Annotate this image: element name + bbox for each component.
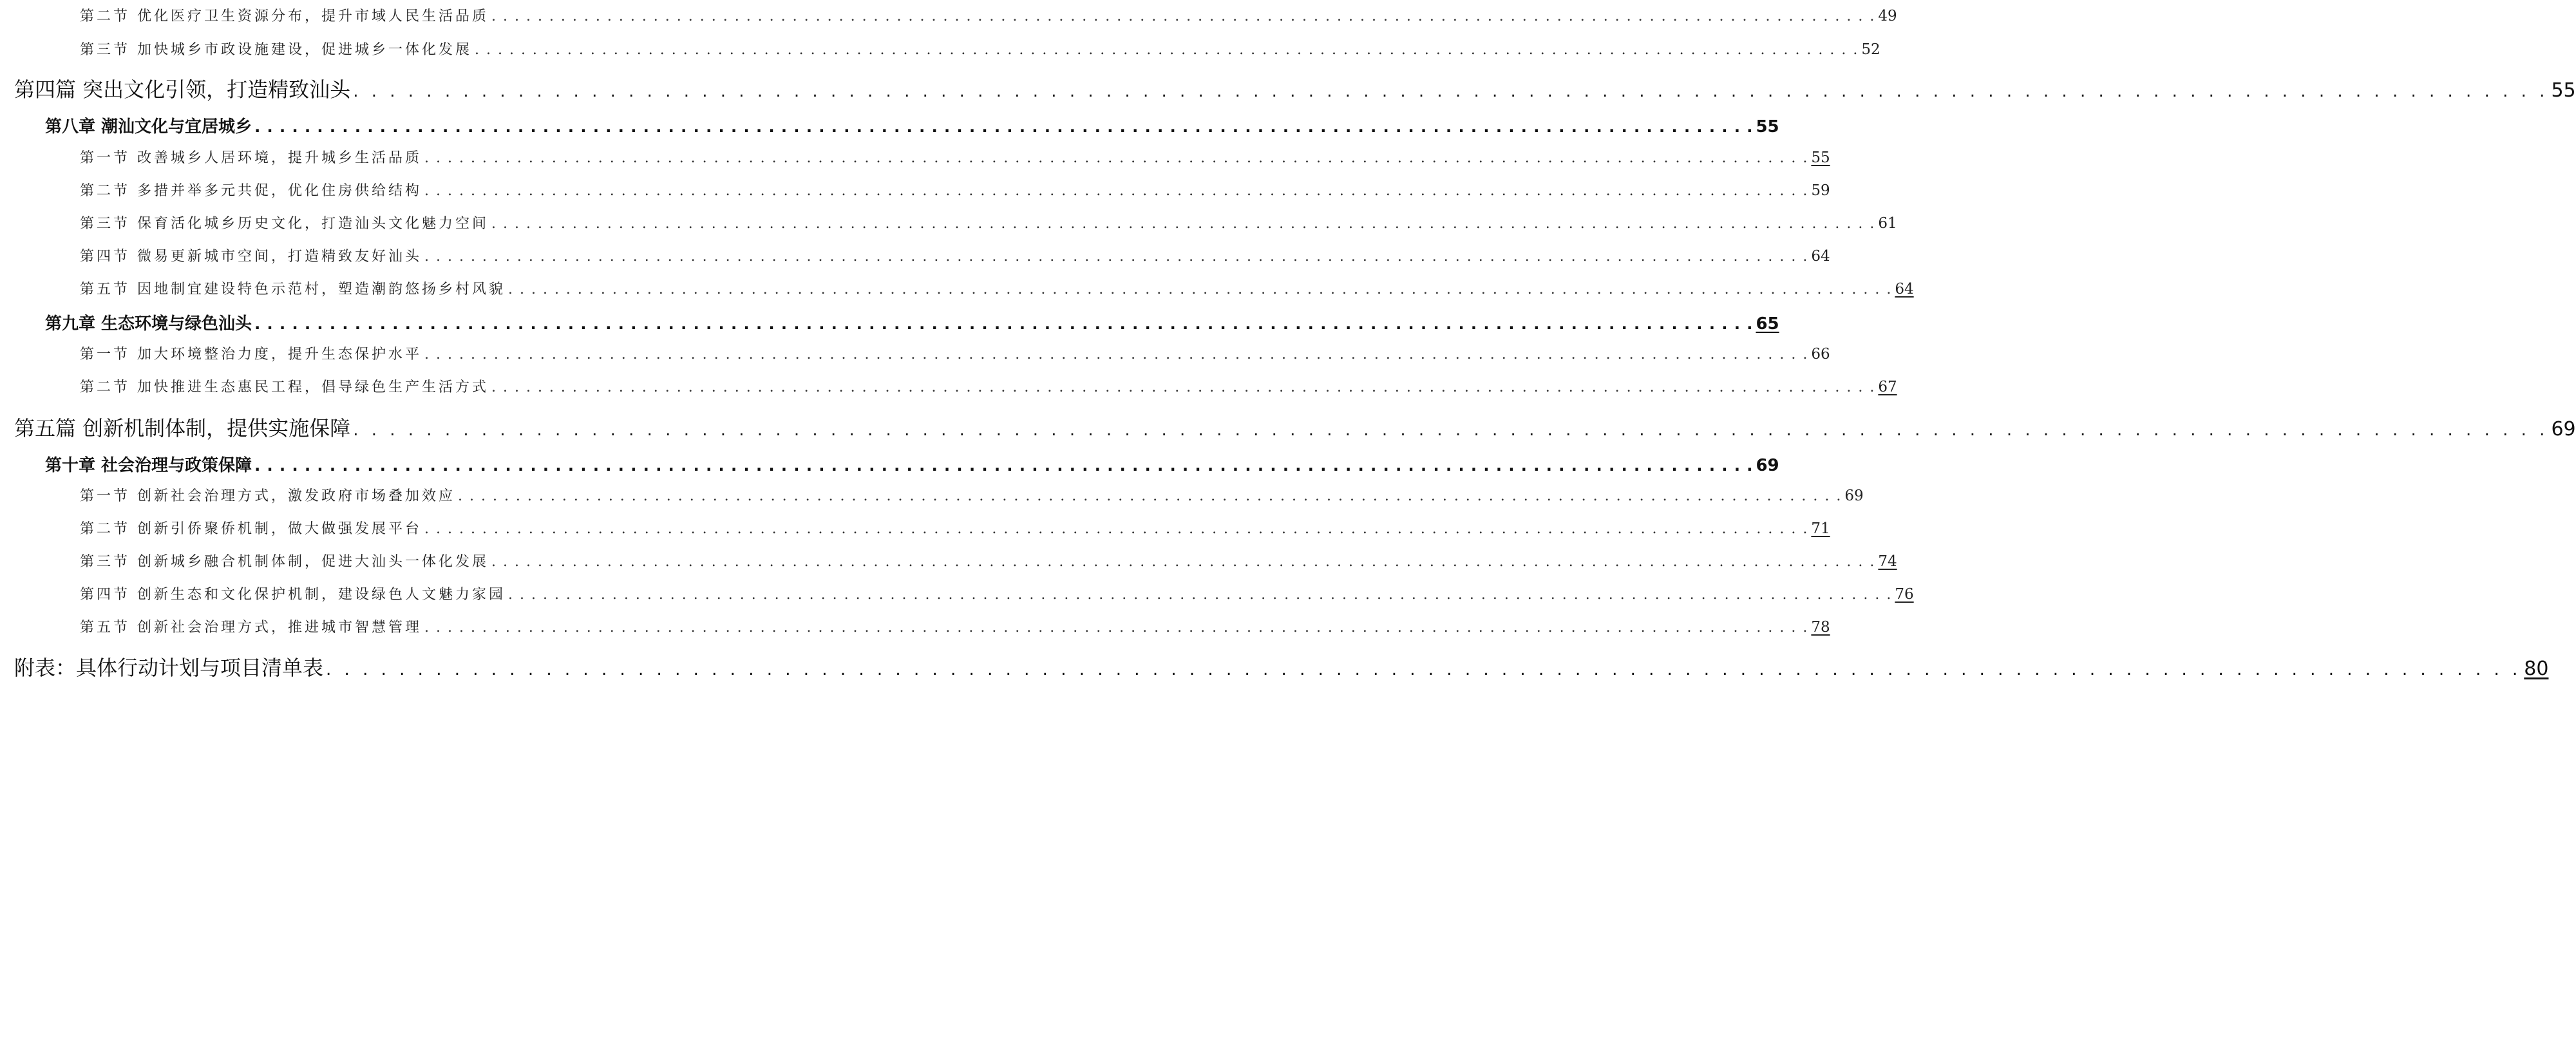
toc-entry-section[interactable] — [0, 376, 1897, 396]
toc-entry-title: 第五篇 创新机制体制，提供实施保障 — [14, 416, 351, 440]
toc-entry-title: 第二节 优化医疗卫生资源分布，提升市域人民生活品质 — [80, 8, 489, 24]
toc-entry-title: 第三节 保育活化城乡历史文化，打造汕头文化魅力空间 — [80, 216, 489, 232]
toc-entry-title: 第八章 潮汕文化与宜居城乡 — [45, 117, 252, 137]
dot-leader: . . . . . . . . . . . . . . . . . . . . . . . . . . . . . . . . . . . . . . . . . . . . . . . . . . . . . . . . . . . . . . . . . . . . . . . . . . . . . . . . . . . . . . . . . . . . . . . . . . . . . . . . . . . . . . . . . . . . . . . . — [353, 421, 2549, 440]
toc-entry-page-number[interactable]: 76 — [1895, 586, 1914, 603]
toc-entry-title: 附表：具体行动计划与项目清单表 — [14, 656, 324, 680]
dot-leader: . . . . . . . . . . . . . . . . . . . . . . . . . . . . . . . . . . . . . . . . . . . . . . . . . . . . . . . . . . . . . . . . . . . . . . . . . . . . . . . . . . . . . . . . . . . . . . . . . . . . . . . . . . . . . . . . . . . . . . . . — [508, 281, 1893, 298]
dot-leader: . . . . . . . . . . . . . . . . . . . . . . . . . . . . . . . . . . . . . . . . . . . . . . . . . . . . . . . . . . . . . . . . . . . . . . . . . . . . . . . . . . . . . . . . . . . . . . . . . . . . . . . . . . . . . . . . . . . . . . . . — [424, 150, 1809, 166]
toc-entry-section[interactable] — [0, 147, 1830, 167]
toc-entry-page-number[interactable]: 64 — [1895, 281, 1914, 298]
dot-leader: . . . . . . . . . . . . . . . . . . . . . . . . . . . . . . . . . . . . . . . . . . . . . . . . . . . . . . . . . . . . . . . . . . . . . . . . . . . . . . . . . . . . . . . . . . . . . . . . . . . . . . . . . . . . . . . . . . . . . . . . — [254, 315, 1754, 333]
toc-entry-section[interactable] — [0, 245, 1830, 265]
toc-entry-page-number[interactable]: 61 — [1878, 215, 1897, 232]
toc-entry-title: 第九章 生态环境与绿色汕头 — [45, 314, 252, 334]
dot-leader: . . . . . . . . . . . . . . . . . . . . . . . . . . . . . . . . . . . . . . . . . . . . . . . . . . . . . . . . . . . . . . . . . . . . . . . . . . . . . . . . . . . . . . . . . . . . . . . . . . . . . . . . . . . . . . . . . . . . . . . . — [424, 620, 1809, 636]
toc-entry-section[interactable] — [0, 583, 1914, 603]
toc-entry-title: 第五节 因地制宜建设特色示范村，塑造潮韵悠扬乡村风貌 — [80, 281, 506, 298]
toc-entry-page-number[interactable]: 55 — [2551, 79, 2576, 102]
toc-entry-section[interactable] — [0, 278, 1914, 298]
dot-leader: . . . . . . . . . . . . . . . . . . . . . . . . . . . . . . . . . . . . . . . . . . . . . . . . . . . . . . . . . . . . . . . . . . . . . . . . . . . . . . . . . . . . . . . . . . . . . . . . . . . . . . . . . . . . . . . . . . . . . . . . — [254, 118, 1754, 136]
toc-entry-title: 第五节 创新社会治理方式，推进城市智慧管理 — [80, 620, 422, 636]
dot-leader: . . . . . . . . . . . . . . . . . . . . . . . . . . . . . . . . . . . . . . . . . . . . . . . . . . . . . . . . . . . . . . . . . . . . . . . . . . . . . . . . . . . . . . . . . . . . . . . . . . . . . . . . . . . . . . . . . . . . . . . . — [491, 379, 1876, 395]
toc-entry-title: 第三节 创新城乡融合机制体制，促进大汕头一体化发展 — [80, 554, 489, 570]
toc-entry-section[interactable] — [0, 213, 1897, 232]
toc-entry-section[interactable] — [0, 5, 1897, 25]
toc-entry-chapter[interactable] — [0, 113, 1779, 137]
toc-entry-title: 第一节 改善城乡人居环境，提升城乡生活品质 — [80, 150, 422, 166]
toc-entry-section[interactable] — [0, 39, 1880, 59]
toc-entry-section[interactable] — [0, 180, 1830, 200]
dot-leader: . . . . . . . . . . . . . . . . . . . . . . . . . . . . . . . . . . . . . . . . . . . . . . . . . . . . . . . . . . . . . . . . . . . . . . . . . . . . . . . . . . . . . . . . . . . . . . . . . . . . . . . . . . . . . . . . . . . . . . . . — [424, 183, 1809, 199]
toc-entry-page-number[interactable]: 69 — [2551, 418, 2576, 440]
dot-leader: . . . . . . . . . . . . . . . . . . . . . . . . . . . . . . . . . . . . . . . . . . . . . . . . . . . . . . . . . . . . . . . . . . . . . . . . . . . . . . . . . . . . . . . . . . . . . . . . . . . . . . . . . . . . . . . . . . . . . . . . — [424, 249, 1809, 265]
dot-leader: . . . . . . . . . . . . . . . . . . . . . . . . . . . . . . . . . . . . . . . . . . . . . . . . . . . . . . . . . . . . . . . . . . . . . . . . . . . . . . . . . . . . . . . . . . . . . . . . . . . . . . . . . . . . . . . . . . . . . . . . — [491, 8, 1876, 24]
dot-leader: . . . . . . . . . . . . . . . . . . . . . . . . . . . . . . . . . . . . . . . . . . . . . . . . . . . . . . . . . . . . . . . . . . . . . . . . . . . . . . . . . . . . . . . . . . . . . . . . . . . . . . . . . . . . . . . . . . . . . . . . — [326, 660, 2522, 679]
toc-entry-title: 第四篇 突出文化引领，打造精致汕头 — [14, 77, 351, 102]
toc-entry-page-number[interactable]: 78 — [1811, 619, 1830, 636]
toc-entry-page-number[interactable]: 80 — [2524, 658, 2549, 680]
toc-entry-title: 第十章 社会治理与政策保障 — [45, 456, 252, 475]
toc-entry-page-number[interactable]: 71 — [1811, 520, 1830, 537]
toc-entry-part[interactable] — [0, 652, 2549, 681]
toc-entry-part[interactable] — [0, 73, 2576, 103]
toc-entry-page-number[interactable]: 55 — [1756, 117, 1779, 137]
toc-entry-chapter[interactable] — [0, 452, 1779, 476]
toc-entry-title: 第一节 创新社会治理方式，激发政府市场叠加效应 — [80, 488, 455, 504]
toc-entry-title: 第三节 加快城乡市政设施建设，促进城乡一体化发展 — [80, 42, 472, 58]
toc-entry-section[interactable] — [0, 551, 1897, 571]
toc-entry-page-number[interactable]: 66 — [1811, 346, 1830, 363]
toc-entry-part[interactable] — [0, 412, 2576, 442]
dot-leader: . . . . . . . . . . . . . . . . . . . . . . . . . . . . . . . . . . . . . . . . . . . . . . . . . . . . . . . . . . . . . . . . . . . . . . . . . . . . . . . . . . . . . . . . . . . . . . . . . . . . . . . . . . . . . . . . . . . . . . . . — [424, 521, 1809, 537]
toc-entry-title: 第四节 创新生态和文化保护机制，建设绿色人文魅力家园 — [80, 587, 506, 603]
toc-entry-title: 第四节 微易更新城市空间，打造精致友好汕头 — [80, 249, 422, 265]
dot-leader: . . . . . . . . . . . . . . . . . . . . . . . . . . . . . . . . . . . . . . . . . . . . . . . . . . . . . . . . . . . . . . . . . . . . . . . . . . . . . . . . . . . . . . . . . . . . . . . . . . . . . . . . . . . . . . . . . . . . . . . . — [353, 82, 2549, 101]
toc-entry-chapter[interactable] — [0, 310, 1779, 334]
toc-entry-page-number[interactable]: 69 — [1844, 488, 1864, 504]
toc-entry-section[interactable] — [0, 616, 1830, 636]
dot-leader: . . . . . . . . . . . . . . . . . . . . . . . . . . . . . . . . . . . . . . . . . . . . . . . . . . . . . . . . . . . . . . . . . . . . . . . . . . . . . . . . . . . . . . . . . . . . . . . . . . . . . . . . . . . . . . . . . . . . . . . . — [508, 587, 1893, 603]
toc-entry-title: 第二节 加快推进生态惠民工程，倡导绿色生产生活方式 — [80, 379, 489, 395]
toc-entry-page-number[interactable]: 55 — [1811, 149, 1830, 166]
dot-leader: . . . . . . . . . . . . . . . . . . . . . . . . . . . . . . . . . . . . . . . . . . . . . . . . . . . . . . . . . . . . . . . . . . . . . . . . . . . . . . . . . . . . . . . . . . . . . . . . . . . . . . . . . . . . . . . . . . . . . . . . — [491, 216, 1876, 232]
dot-leader: . . . . . . . . . . . . . . . . . . . . . . . . . . . . . . . . . . . . . . . . . . . . . . . . . . . . . . . . . . . . . . . . . . . . . . . . . . . . . . . . . . . . . . . . . . . . . . . . . . . . . . . . . . . . . . . . . . . . . . . . — [491, 554, 1876, 570]
dot-leader: . . . . . . . . . . . . . . . . . . . . . . . . . . . . . . . . . . . . . . . . . . . . . . . . . . . . . . . . . . . . . . . . . . . . . . . . . . . . . . . . . . . . . . . . . . . . . . . . . . . . . . . . . . . . . . . . . . . . . . . . — [254, 457, 1754, 475]
toc-entry-title: 第一节 加大环境整治力度，提升生态保护水平 — [80, 346, 422, 363]
dot-leader: . . . . . . . . . . . . . . . . . . . . . . . . . . . . . . . . . . . . . . . . . . . . . . . . . . . . . . . . . . . . . . . . . . . . . . . . . . . . . . . . . . . . . . . . . . . . . . . . . . . . . . . . . . . . . . . . . . . . . . . . — [475, 42, 1859, 58]
toc-entry-section[interactable] — [0, 485, 1864, 505]
toc-entry-page-number[interactable]: 49 — [1878, 8, 1897, 24]
toc-entry-page-number[interactable]: 65 — [1756, 314, 1779, 334]
toc-entry-title: 第二节 创新引侨聚侨机制，做大做强发展平台 — [80, 521, 422, 537]
dot-leader: . . . . . . . . . . . . . . . . . . . . . . . . . . . . . . . . . . . . . . . . . . . . . . . . . . . . . . . . . . . . . . . . . . . . . . . . . . . . . . . . . . . . . . . . . . . . . . . . . . . . . . . . . . . . . . . . . . . . . . . . — [458, 488, 1842, 504]
toc-entry-page-number[interactable]: 64 — [1811, 248, 1830, 265]
toc-entry-page-number[interactable]: 67 — [1878, 379, 1897, 395]
toc-entry-page-number[interactable]: 69 — [1756, 456, 1779, 475]
dot-leader: . . . . . . . . . . . . . . . . . . . . . . . . . . . . . . . . . . . . . . . . . . . . . . . . . . . . . . . . . . . . . . . . . . . . . . . . . . . . . . . . . . . . . . . . . . . . . . . . . . . . . . . . . . . . . . . . . . . . . . . . — [424, 346, 1809, 363]
toc-entry-page-number[interactable]: 52 — [1861, 41, 1880, 58]
toc-entry-page-number[interactable]: 74 — [1878, 553, 1897, 570]
toc-entry-title: 第二节 多措并举多元共促，优化住房供给结构 — [80, 183, 422, 199]
toc-entry-page-number[interactable]: 59 — [1811, 182, 1830, 199]
toc-entry-section[interactable] — [0, 343, 1830, 363]
toc-entry-section[interactable] — [0, 518, 1830, 538]
